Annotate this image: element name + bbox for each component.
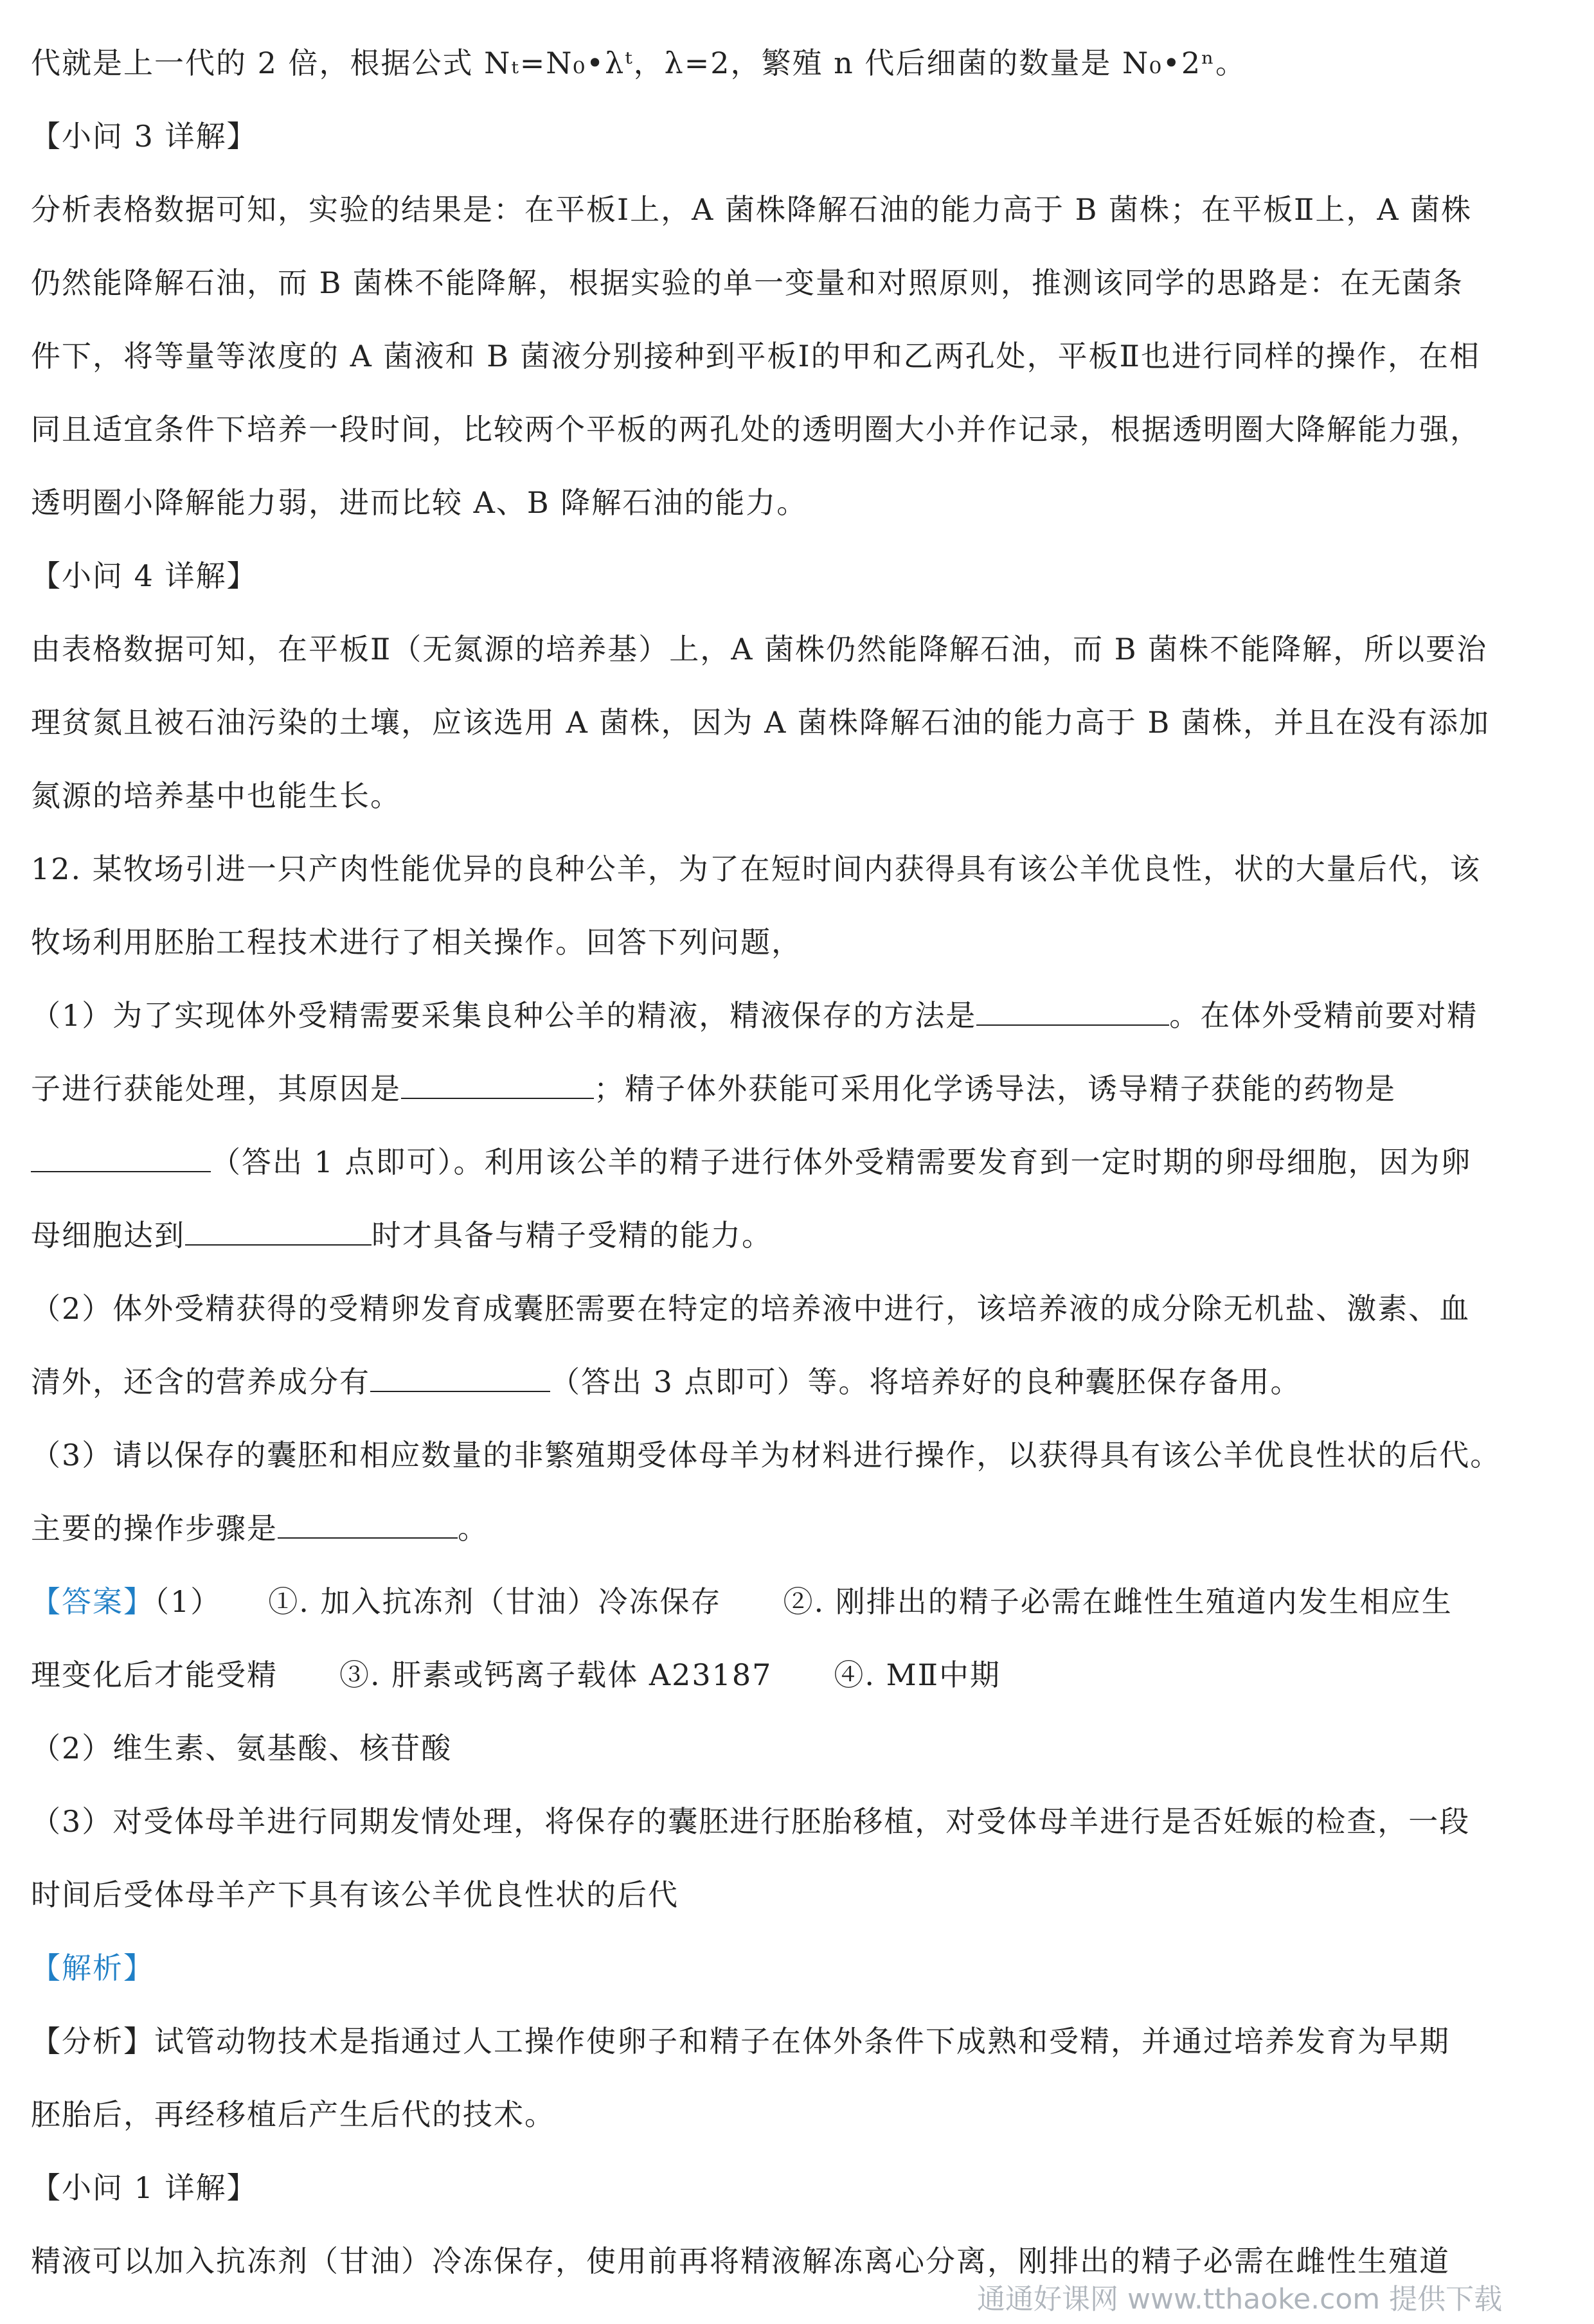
question-12-stem: 12. 某牧场引进一只产肉性能优异的良种公羊，为了在短时间内获得具有该公羊优良性，状的大量后代，该 (31, 852, 1481, 886)
question-text: ；精子体外获能可采用化学诱导法，诱导精子获能的药物是 (594, 1071, 1396, 1106)
answer-line: 时间后受体母羊产下具有该公羊优良性状的后代 (31, 1877, 679, 1912)
question-text: （答出 3 点即可）等。将培养好的良种囊胚保存备用。 (550, 1364, 1302, 1399)
answer-blank (278, 1509, 458, 1539)
question-1-line (31, 1069, 1396, 1108)
answer-blank (401, 1069, 594, 1099)
analysis-line: 【分析】试管动物技术是指通过人工操作使卵子和精子在体外条件下成熟和受精，并通过培养发育为早期 (31, 2024, 1450, 2059)
question-text: 主要的操作步骤是 (31, 1511, 278, 1546)
text-line: 氮源的培养基中也能生长。 (31, 778, 401, 813)
question-1-line (31, 1216, 773, 1255)
question-3-line: （3）请以保存的囊胚和相应数量的非繁殖期受体母羊为材料进行操作，以获得具有该公羊优良性状的后代。 (31, 1438, 1501, 1472)
question-1-line (31, 996, 1478, 1035)
answer-text: （1） ①. 加入抗冻剂（甘油）冷冻保存 ②. 刚排出的精子必需在雌性生殖道内发生相应生 (154, 1584, 1453, 1619)
question-2-line (31, 1363, 1302, 1401)
question-2-line: （2）体外受精获得的受精卵发育成囊胚需要在特定的培养液中进行，该培养液的成分除无机盐、激素、血 (31, 1291, 1471, 1326)
question-text: 清外，还含的营养成分有 (31, 1364, 370, 1399)
answer-blank (185, 1216, 372, 1246)
question-text: 。 (458, 1511, 488, 1546)
section-heading-q4: 【小问 4 详解】 (31, 559, 258, 593)
text-line: 代就是上一代的 2 倍，根据公式 Nₜ=N₀•λᵗ，λ=2，繁殖 n 代后细菌的数量是 N₀•2ⁿ。 (31, 46, 1247, 80)
answer-blank (31, 1143, 211, 1172)
question-text: （答出 1 点即可）。利用该公羊的精子进行体外受精需要发育到一定时期的卵母细胞，因为卵 (211, 1145, 1472, 1179)
text-line: 分析表格数据可知，实验的结果是：在平板Ⅰ上，A 菌株降解石油的能力高于 B 菌株；在平板Ⅱ上，A 菌株 (31, 192, 1473, 227)
question-text: 时才具备与精子受精的能力。 (372, 1218, 773, 1253)
text-line: 由表格数据可知，在平板Ⅱ（无氮源的培养基）上，A 菌株仍然能降解石油，而 B 菌株不能降解，所以要治 (31, 632, 1488, 666)
section-heading-q1: 【小问 1 详解】 (31, 2170, 258, 2205)
text-line: 仍然能降解石油，而 B 菌株不能降解，根据实验的单一变量和对照原则，推测该同学的思路是：在无菌条 (31, 265, 1464, 300)
analysis-tag: 【解析】 (31, 1951, 154, 1985)
question-text: 子进行获能处理，其原因是 (31, 1071, 401, 1106)
text-line: 透明圈小降解能力弱，进而比较 A、B 降解石油的能力。 (31, 485, 808, 520)
question-3-line (31, 1509, 488, 1548)
answer-line: （3）对受体母羊进行同期发情处理，将保存的囊胚进行胚胎移植，对受体母羊进行是否妊娠的检查，一段 (31, 1804, 1471, 1839)
answer-tag: 【答案】 (31, 1584, 154, 1619)
answer-line (31, 1582, 1453, 1621)
analysis-line: 胚胎后，再经移植后产生后代的技术。 (31, 2097, 555, 2132)
question-text: （1）为了实现体外受精需要采集良种公羊的精液，精液保存的方法是 (31, 998, 977, 1033)
text-line: 件下，将等量等浓度的 A 菌液和 B 菌液分别接种到平板Ⅰ的甲和乙两孔处，平板Ⅱ也进行同样的操作，在相 (31, 339, 1480, 373)
text-line: 理贫氮且被石油污染的土壤，应该选用 A 菌株，因为 A 菌株降解石油的能力高于 B 菌株，并且在没有添加 (31, 705, 1490, 740)
text-line: 同且适宜条件下培养一段时间，比较两个平板的两孔处的透明圈大小并作记录，根据透明圈大降解能力强， (31, 412, 1481, 447)
analysis-line: 精液可以加入抗冻剂（甘油）冷冻保存，使用前再将精液解冻离心分离，刚排出的精子必需在雌性生殖道 (31, 2244, 1450, 2278)
text-line: 牧场利用胚胎工程技术进行了相关操作。回答下列问题， (31, 925, 802, 960)
answer-line: 理变化后才能受精 ③. 肝素或钙离子载体 A23187 ④. MⅡ中期 (31, 1658, 1001, 1692)
answer-blank (370, 1363, 550, 1392)
answer-line: （2）维生素、氨基酸、核苷酸 (31, 1731, 452, 1765)
question-text: 母细胞达到 (31, 1218, 185, 1253)
section-heading-q3: 【小问 3 详解】 (31, 119, 258, 154)
question-text: 。在体外受精前要对精 (1169, 998, 1478, 1033)
watermark-text: 通通好课网 www.tthaoke.com 提供下载 (977, 2283, 1503, 2316)
question-1-line (31, 1143, 1472, 1181)
answer-blank (976, 996, 1169, 1026)
